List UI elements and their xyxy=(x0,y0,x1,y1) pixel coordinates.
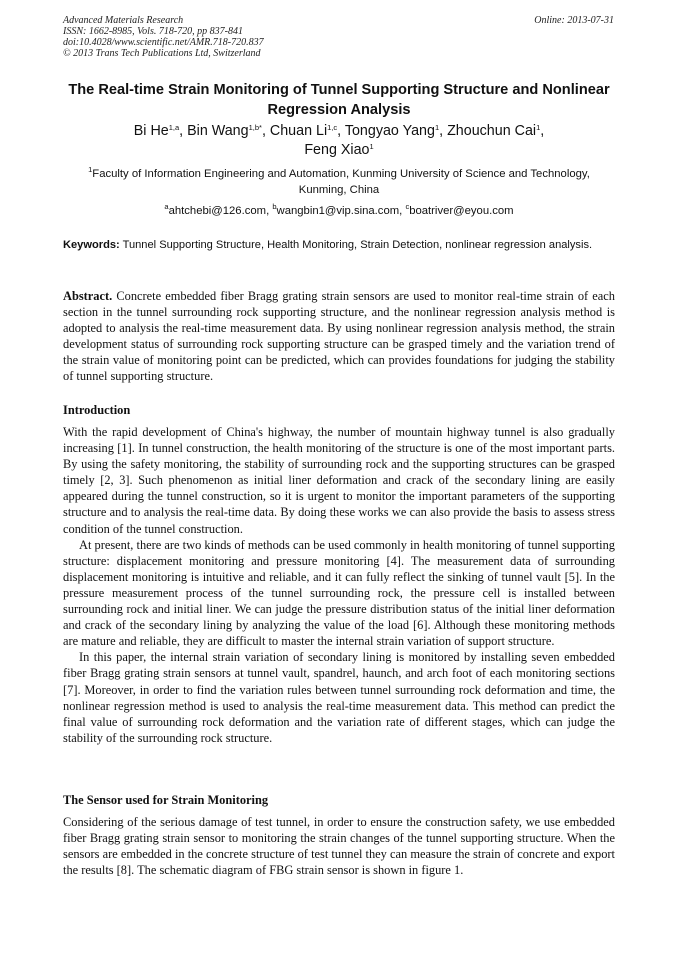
author-list xyxy=(63,122,615,160)
sensor-section-body xyxy=(63,814,615,878)
email: $^a$ahtchebi@126.com, xyxy=(164,202,273,217)
abstract-text: Concrete embedded fiber Bragg grating strain sensors are used to monitor real-time strain of each section in the tunnel surrounding rock supporting structure, and the nonlinear regression analysis method is adopted to analysis the real-time measurement data. By using nonlinear regression analysis method, the strain development status of surrounding rock supporting structure can be grasped timely and the variation trend of the strain value of monitoring point can be predicted, which can provides foundations for judging the stability of tunnel supporting structure. xyxy=(63,289,615,384)
copyright-line: © 2013 Trans Tech Publications Ltd, Switzerland xyxy=(63,48,261,59)
email-list xyxy=(63,203,615,219)
paragraph: With the rapid development of China's highway, the number of mountain highway tunnel is also gradually increasing [1]. In tunnel construction, the health monitoring of the structure is one of the most important parts. By using the safety monitoring, the stability of surrounding rock and the supporting structures can be grasped timely [2, 3]. Such phenomenon as initial liner deformation and crack of the secondary lining are easily appeared during the tunnel construction, so it is urgent to monitor the important parameters of the supporting structure and to analysis the real-time data. By doing these works we can also provide the basis to assess stress condition of the tunnel construction. xyxy=(63,425,615,536)
paper-title: The Real-time Strain Monitoring of Tunnel Supporting Structure and Nonlinear Regression Analysis xyxy=(68,82,610,118)
paragraph: Considering of the serious damage of test tunnel, in order to ensure the construction safety, we use embedded fiber Bragg grating strain sensor to monitoring the strain changes of the tunnel supporting structure. When the sensors are embedded in the concrete structure of test tunnel they can measure the strain of concrete and export the results [8]. The schematic diagram of FBG strain sensor is shown in figure 1. xyxy=(63,815,615,878)
keywords xyxy=(63,238,615,253)
journal-name: Advanced Materials Research xyxy=(63,15,184,26)
author: Tongyao Yang$^1$, xyxy=(344,123,448,139)
doi-line[interactable]: doi:10.4028/www.scientific.net/AMR.718-720.837 xyxy=(63,37,264,48)
email: $^c$boatriver@eyou.com xyxy=(405,202,514,217)
issn-line: ISSN: 1662-8985, Vols. 718-720, pp 837-841 xyxy=(63,26,243,37)
author: Chuan Li$^{1,c}$, xyxy=(269,123,345,139)
paragraph: In this paper, the internal strain variation of secondary lining is monitored by installing seven embedded fiber Bragg grating strain sensors at tunnel vault, spandrel, haunch, and arch foot of each monitoring sections [7]. Moreover, in order to find the variation rules between tunnel surrounding rock deformation and time, the nonlinear regression method is used to analysis the real-time measurement data. This method can predict the final value of surrounding rock deformation and the variation rate of different stages, which can judge the stability of the surrounding rock structure. xyxy=(63,650,615,745)
keywords-label: Keywords: xyxy=(63,239,120,251)
abstract-label: Abstract. xyxy=(63,289,113,303)
journal-header xyxy=(63,15,264,59)
author: Feng Xiao$^1$ xyxy=(304,142,374,158)
abstract xyxy=(63,288,615,385)
section-heading-sensor: The Sensor used for Strain Monitoring xyxy=(63,793,269,807)
email: $^b$wangbin1@vip.sina.com, xyxy=(272,202,406,217)
online-date: Online: 2013-07-31 xyxy=(534,15,614,26)
paragraph: At present, there are two kinds of methods can be used commonly in health monitoring of tunnel supporting structure: displacement monitoring and pressure monitoring [4]. The measurement data of surrounding displacement monitoring is intuitive and reliable, and it can fully reflect the sinking of tunnel vault [5]. In the pressure measurement process of the tunnel surrounding rock, the pressure cell is installed between surrounding rock and initial liner. We can judge the pressure distribution status of the initial liner deformation and crack of the secondary lining by analyzing the value of the load [6]. Although these monitoring methods are mature and reliable, they are difficult to master the internal strain variation of support structure. xyxy=(63,537,615,649)
affiliation: $^1$Faculty of Information Engineering and Automation, Kunming University of Science and Technology, Kunming, China xyxy=(88,165,590,196)
author: Bin Wang$^{1,b*}$, xyxy=(187,123,270,139)
introduction-body xyxy=(63,424,615,746)
author: Zhouchun Cai$^1$, xyxy=(447,123,545,139)
keywords-text: Tunnel Supporting Structure, Health Monitoring, Strain Detection, nonlinear regression analysis. xyxy=(119,239,593,251)
section-heading-introduction: Introduction xyxy=(63,403,131,417)
author: Bi He$^{1,a}$, xyxy=(133,123,188,139)
